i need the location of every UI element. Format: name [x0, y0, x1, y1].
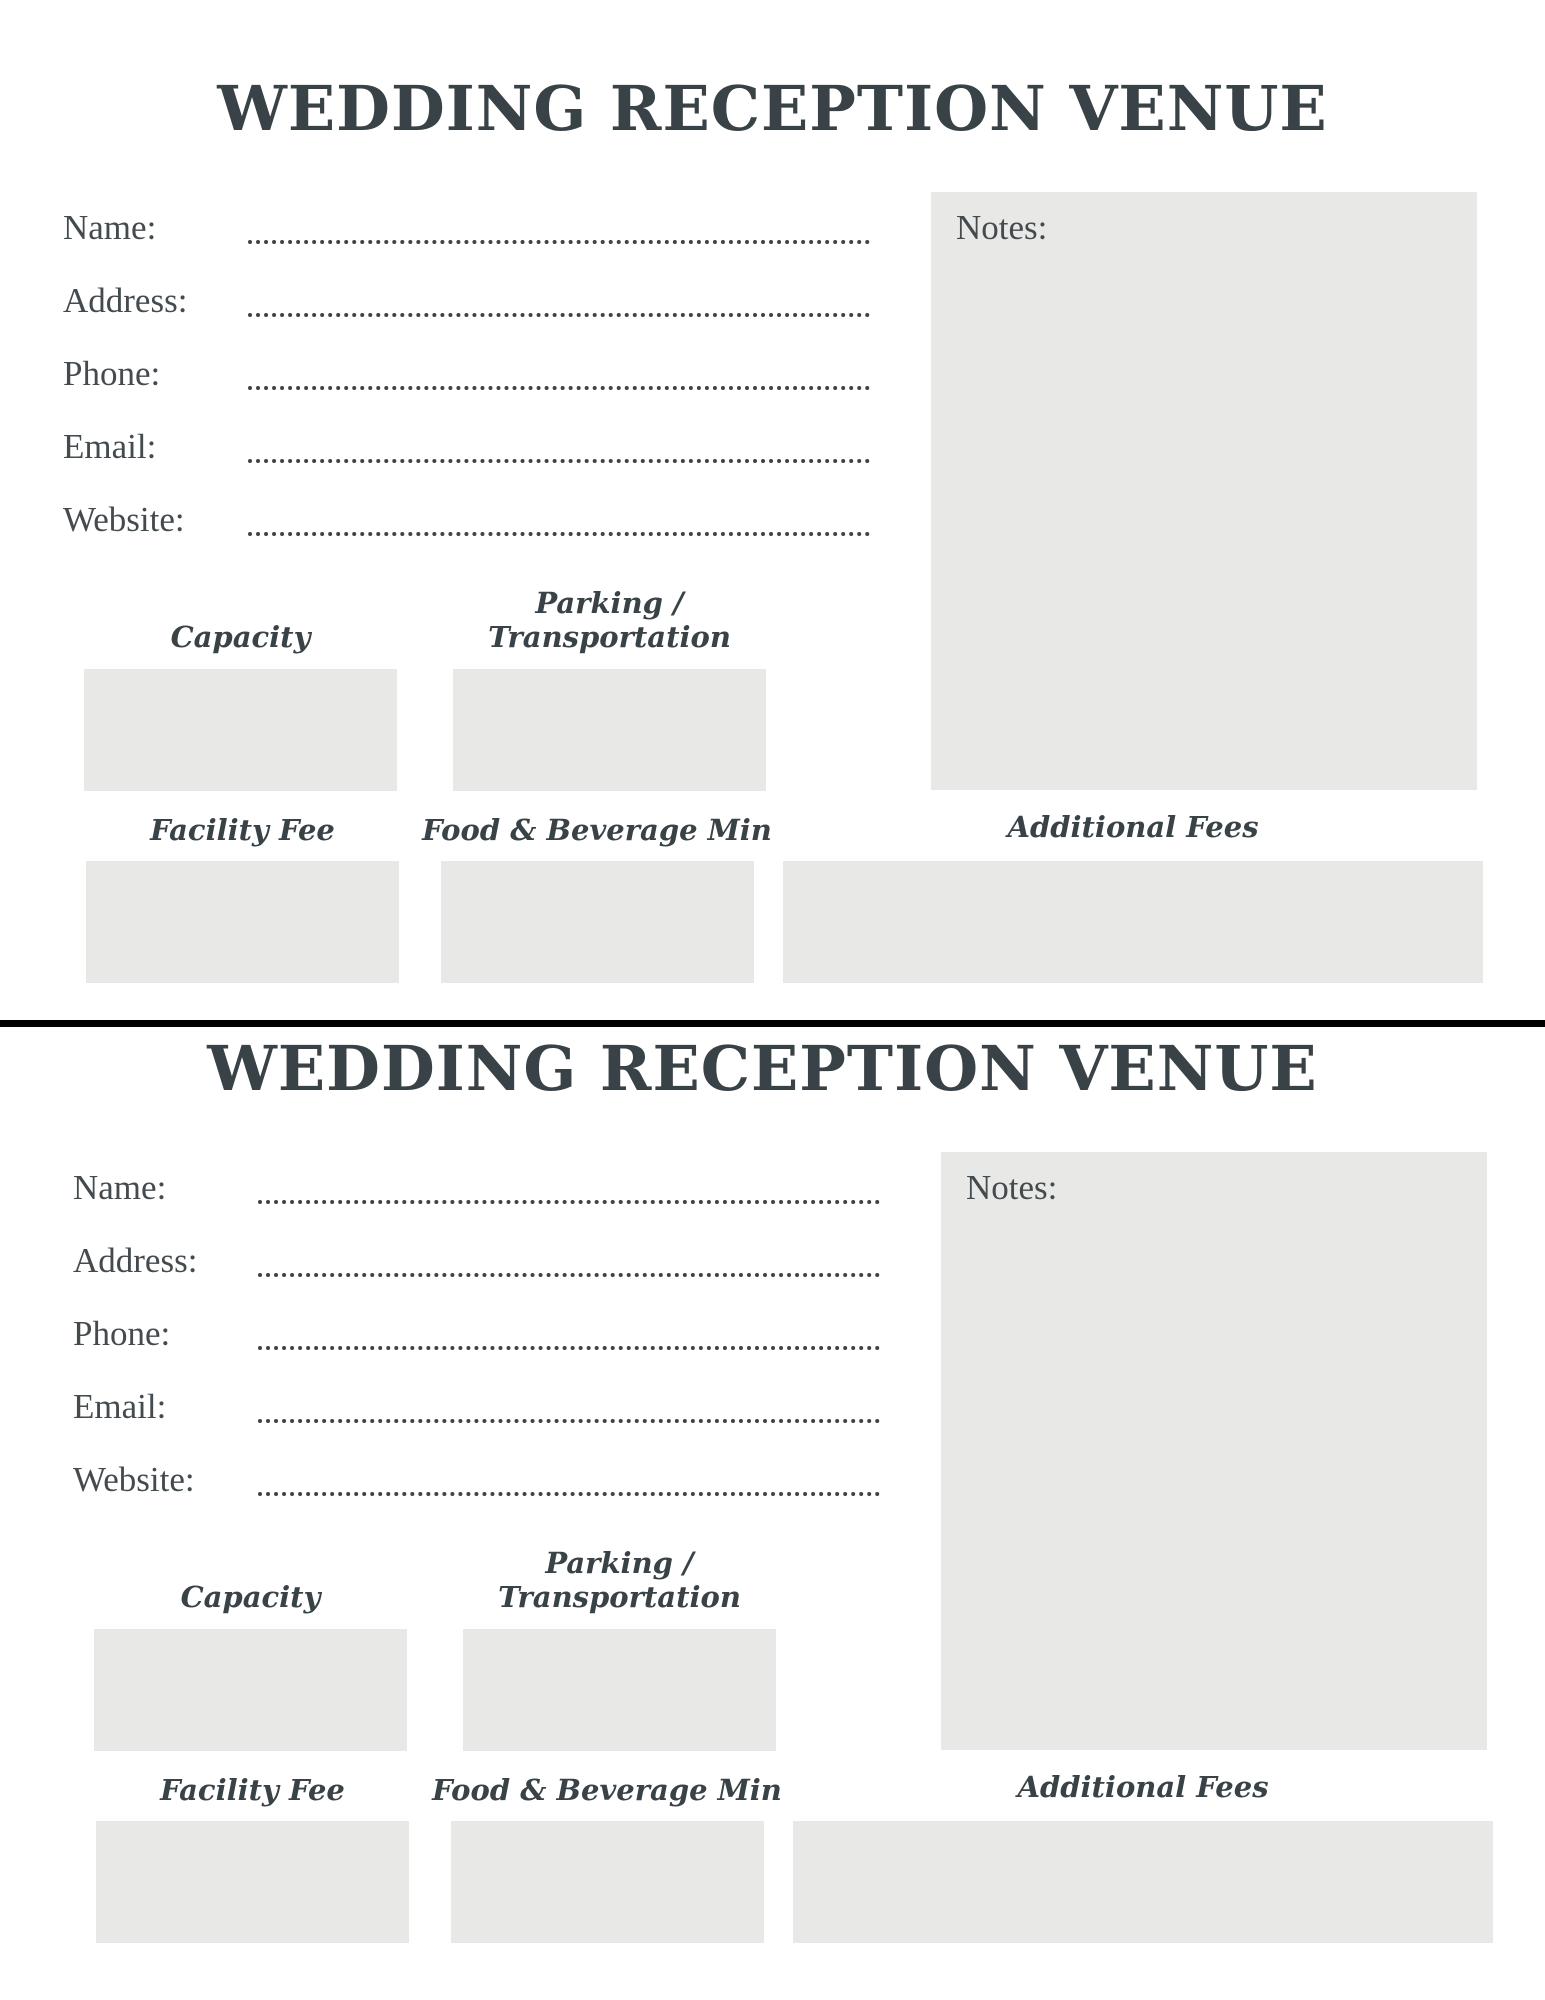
address-label: Address: [63, 281, 188, 320]
food-beverage-min-box[interactable] [451, 1821, 764, 1943]
phone-label: Phone: [63, 354, 161, 393]
venue-form-bottom [10, 960, 1545, 1960]
name-input-line[interactable] [248, 240, 870, 244]
parking-label [453, 586, 766, 654]
additional-fees-label: Additional Fees [1007, 810, 1259, 844]
website-input-line[interactable] [258, 1492, 880, 1496]
parking-label [463, 1546, 776, 1614]
form-title: WEDDING RECEPTION VENUE [207, 1032, 1318, 1105]
parking-box[interactable] [463, 1629, 776, 1751]
email-input-line[interactable] [258, 1419, 880, 1423]
facility-fee-label: Facility Fee [150, 813, 335, 847]
capacity-box[interactable] [84, 669, 397, 791]
notes-label: Notes: [966, 1168, 1058, 1207]
parking-box[interactable] [453, 669, 766, 791]
phone-label: Phone: [73, 1314, 171, 1353]
additional-fees-label: Additional Fees [1017, 1770, 1269, 1804]
parking-label-line2: Transportation [498, 1580, 741, 1614]
phone-input-line[interactable] [258, 1346, 880, 1350]
parking-label-line1: Parking / [535, 586, 684, 620]
name-input-line[interactable] [258, 1200, 880, 1204]
form-title: WEDDING RECEPTION VENUE [217, 72, 1328, 145]
address-input-line[interactable] [258, 1273, 880, 1277]
parking-label-line1: Parking / [545, 1546, 694, 1580]
capacity-label: Capacity [180, 1580, 321, 1614]
parking-label-line2: Transportation [488, 620, 731, 654]
website-label: Website: [63, 500, 185, 539]
food-beverage-min-label: Food & Beverage Min [432, 1773, 782, 1807]
additional-fees-box[interactable] [793, 1821, 1493, 1943]
email-input-line[interactable] [248, 459, 870, 463]
address-label: Address: [73, 1241, 198, 1280]
address-input-line[interactable] [248, 313, 870, 317]
name-label: Name: [63, 208, 157, 247]
notes-box[interactable] [941, 1152, 1487, 1750]
capacity-box[interactable] [94, 1629, 407, 1751]
email-label: Email: [73, 1387, 167, 1426]
facility-fee-box[interactable] [96, 1821, 409, 1943]
website-input-line[interactable] [248, 532, 870, 536]
email-label: Email: [63, 427, 157, 466]
capacity-label: Capacity [170, 620, 311, 654]
website-label: Website: [73, 1460, 195, 1499]
name-label: Name: [73, 1168, 167, 1207]
notes-label: Notes: [956, 208, 1048, 247]
phone-input-line[interactable] [248, 386, 870, 390]
notes-box[interactable] [931, 192, 1477, 790]
food-beverage-min-label: Food & Beverage Min [422, 813, 772, 847]
facility-fee-label: Facility Fee [160, 1773, 345, 1807]
